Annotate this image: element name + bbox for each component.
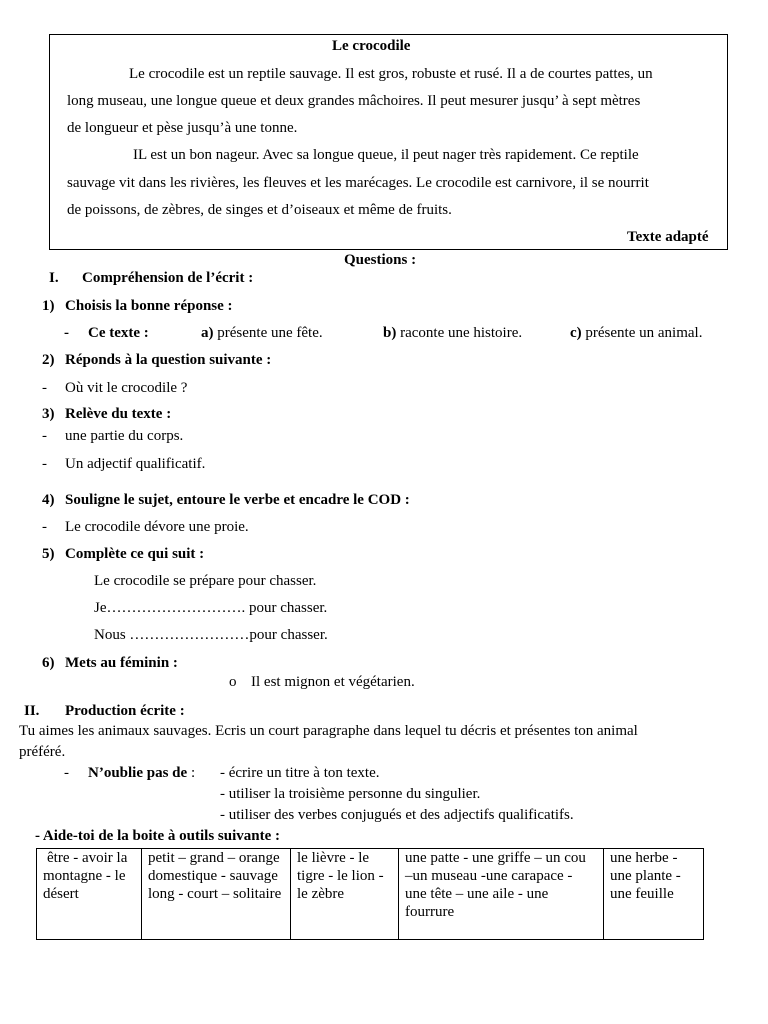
q1-title: Choisis la bonne réponse : (65, 298, 233, 314)
q4-dash: - (42, 519, 47, 535)
q3-dash-2: - (42, 456, 47, 472)
q6-number: 6) (42, 655, 55, 671)
q2-title: Réponds à la question suivante : (65, 352, 272, 368)
text-line-2: long museau, une longue queue et deux grandes mâchoires. Il peut mesurer jusqu’ à sept mètres (67, 93, 641, 109)
questions-title: Questions : (344, 252, 417, 268)
section1-title: Compréhension de l’écrit : (82, 270, 254, 286)
q1-option-c (570, 325, 702, 342)
q1-option-c-text: présente un animal. (581, 325, 703, 341)
q5-title: Complète ce qui suit : (65, 546, 205, 562)
reminder-colon: : (187, 765, 196, 781)
toolbox-cell-verbs: être - avoir la montagne - le désert (37, 849, 142, 939)
q2-dash: - (42, 380, 47, 396)
q4-number: 4) (42, 492, 55, 508)
q1-lead: Ce texte : (88, 325, 149, 341)
q6-item: Il est mignon et végétarien. (251, 674, 415, 690)
toolbox-cell-body-parts: une patte - une griffe – un cou –un museau -une carapace - une tête – une aile - une fourrure (399, 849, 604, 939)
production-prompt-line-2: préféré. (19, 744, 66, 760)
section2-title: Production écrite : (65, 703, 185, 719)
reminder-item-1: - écrire un titre à ton texte. (220, 765, 380, 781)
q1-option-a-label: a) (201, 325, 214, 341)
q6-title: Mets au féminin : (65, 655, 178, 671)
toolbox-cell-adjectives: petit – grand – orange domestique - sauvage long - court – solitaire (142, 849, 291, 939)
text-line-6: de poissons, de zèbres, de singes et d’oiseaux et même de fruits. (67, 202, 452, 218)
q3-title: Relève du texte : (65, 406, 172, 422)
reminder-item-2: - utiliser la troisième personne du singulier. (220, 786, 481, 802)
q1-option-a (201, 325, 323, 342)
toolbox-cell-animals: le lièvre - le tigre - le lion - le zèbre (291, 849, 399, 939)
q1-dash: - (64, 325, 69, 341)
reminder-label: N’oublie pas de (88, 765, 188, 781)
reminder-item-3: - utiliser des verbes conjugués et des adjectifs qualificatifs. (220, 807, 574, 823)
q1-number: 1) (42, 298, 55, 314)
q5-number: 5) (42, 546, 55, 562)
q4-item: Le crocodile dévore une proie. (65, 519, 249, 535)
q3-item-2: Un adjectif qualificatif. (65, 456, 206, 472)
text-line-5: sauvage vit dans les rivières, les fleuves et les marécages. Le crocodile est carnivore, il se nourrit (67, 175, 649, 191)
section1-numeral: I. (49, 270, 59, 286)
production-prompt-line-1: Tu aimes les animaux sauvages. Ecris un court paragraphe dans lequel tu décris et présentes ton animal (19, 723, 638, 739)
q3-number: 3) (42, 406, 55, 422)
text-line-1: Le crocodile est un reptile sauvage. Il est gros, robuste et rusé. Il a de courtes pattes, un (129, 66, 653, 82)
toolbox-title: - Aide-toi de la boite à outils suivante : (35, 828, 281, 844)
reminder-dash: - (64, 765, 69, 781)
q5-line-2: Je………………………. pour chasser. (94, 600, 328, 616)
q5-line-3: Nous ……………………pour chasser. (94, 627, 328, 643)
q4-title: Souligne le sujet, entoure le verbe et encadre le COD : (65, 492, 410, 508)
toolbox-cell-plants: une herbe - une plante - une feuille (610, 850, 681, 902)
text-source: Texte adapté (627, 229, 709, 245)
q1-option-b-text: raconte une histoire. (396, 325, 523, 341)
q1-option-b (383, 325, 522, 342)
text-title: Le crocodile (332, 38, 411, 54)
text-line-4: IL est un bon nageur. Avec sa longue queue, il peut nager très rapidement. Ce reptile (133, 147, 639, 163)
q2-item: Où vit le crocodile ? (65, 380, 188, 396)
q1-option-b-label: b) (383, 325, 397, 341)
q2-number: 2) (42, 352, 55, 368)
q5-line-1: Le crocodile se prépare pour chasser. (94, 573, 317, 589)
text-line-3: de longueur et pèse jusqu’à une tonne. (67, 120, 298, 136)
q6-bullet: o (229, 674, 237, 690)
q3-item-1: une partie du corps. (65, 428, 184, 444)
q1-option-c-label: c) (570, 325, 582, 341)
toolbox-table (36, 848, 704, 940)
q3-dash-1: - (42, 428, 47, 444)
reminder-lead (88, 765, 195, 782)
section2-numeral: II. (24, 703, 40, 719)
q1-option-a-text: présente une fête. (213, 325, 323, 341)
